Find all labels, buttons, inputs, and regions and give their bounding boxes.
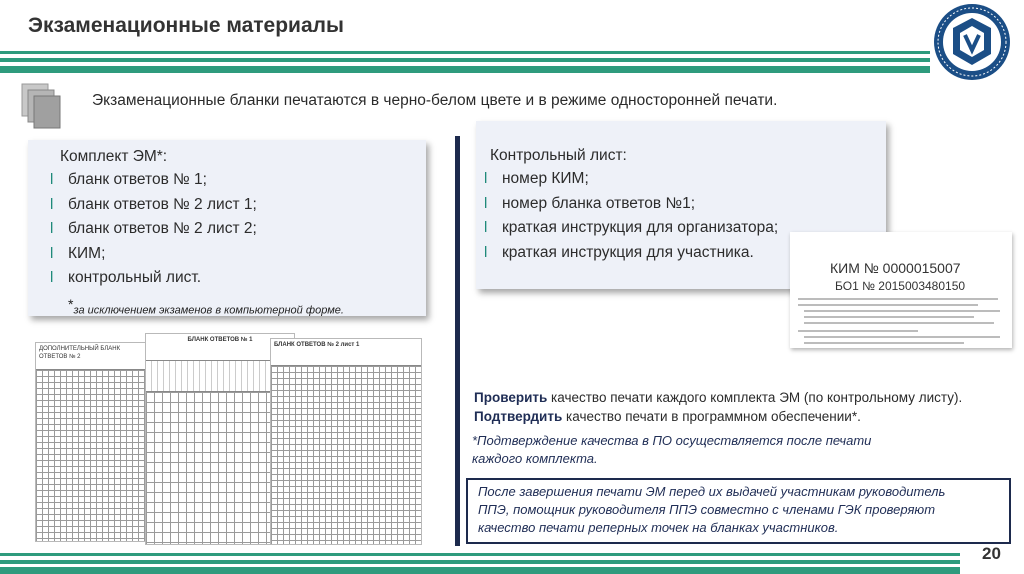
control-list bbox=[480, 167, 778, 265]
control-sheet-image bbox=[790, 232, 1012, 348]
quality-center-logo-icon bbox=[932, 2, 1012, 82]
additional-answer-form-image: ДОПОЛНИТЕЛЬНЫЙ БЛАНК ОТВЕТОВ № 2 bbox=[35, 342, 152, 542]
bullet-icon: l bbox=[484, 243, 488, 261]
header-divider-stripes bbox=[0, 51, 1024, 75]
kim-number: КИМ № 0000015007 bbox=[830, 260, 961, 276]
bullet-icon: l bbox=[50, 195, 54, 213]
after-print-note: После завершения печати ЭМ перед их выдачей участникам руководитель ППЭ, помощник руководителя ППЭ совместно с членами ГЭК проверяют качество печати реперных точек на бланках участников. bbox=[466, 478, 1011, 544]
bullet-icon: l bbox=[50, 220, 54, 237]
footer-divider-stripes bbox=[0, 553, 1024, 574]
bo-number: БО1 № 2015003480150 bbox=[835, 279, 966, 293]
bullet-icon: l bbox=[50, 244, 54, 262]
confirmation-note: *Подтверждение качества в ПО осуществляется после печати каждого комплекта. bbox=[472, 433, 872, 466]
bullet-icon: l bbox=[484, 219, 488, 236]
list-item: l краткая инструкция для организатора; bbox=[480, 216, 778, 241]
list-item: l КИМ; bbox=[46, 242, 257, 267]
kit-panel-title: Комплект ЭМ*: bbox=[60, 148, 168, 165]
bullet-icon: l bbox=[50, 269, 54, 286]
check-instructions: Проверить качество печати каждого комплекта ЭМ (по контрольному листу). Подтвердить качество печати в программном обеспечении*. bbox=[474, 390, 963, 424]
list-item: l номер КИМ; bbox=[480, 167, 778, 192]
bullet-icon: l bbox=[484, 194, 488, 212]
vertical-divider bbox=[455, 136, 460, 546]
list-item: l номер бланка ответов №1; bbox=[480, 192, 778, 217]
bullet-icon: l bbox=[50, 171, 54, 188]
intro-text: Экзаменационные бланки печатаются в черно-белом цвете и в режиме односторонней печати. bbox=[92, 92, 778, 109]
control-panel-title: Контрольный лист: bbox=[490, 147, 627, 164]
list-item: l краткая инструкция для участника. bbox=[480, 241, 778, 266]
kit-list bbox=[46, 168, 257, 291]
bullet-icon: l bbox=[484, 170, 488, 187]
answer-form-2-image: БЛАНК ОТВЕТОВ № 2 лист 1 bbox=[270, 338, 422, 545]
answer-form-1-image: БЛАНК ОТВЕТОВ № 1 bbox=[145, 333, 295, 545]
list-item: l контрольный лист. bbox=[46, 266, 257, 291]
list-item: l бланк ответов № 2 лист 1; bbox=[46, 193, 257, 218]
page-number: 20 bbox=[982, 544, 1001, 563]
list-item: l бланк ответов № 2 лист 2; bbox=[46, 217, 257, 242]
page-title: Экзаменационные материалы bbox=[28, 14, 344, 37]
kit-panel bbox=[28, 140, 426, 316]
kit-footnote: *за исключением экзаменов в компьютерной форме. bbox=[68, 296, 344, 317]
list-item: l бланк ответов № 1; bbox=[46, 168, 257, 193]
document-stack-icon bbox=[20, 82, 64, 132]
